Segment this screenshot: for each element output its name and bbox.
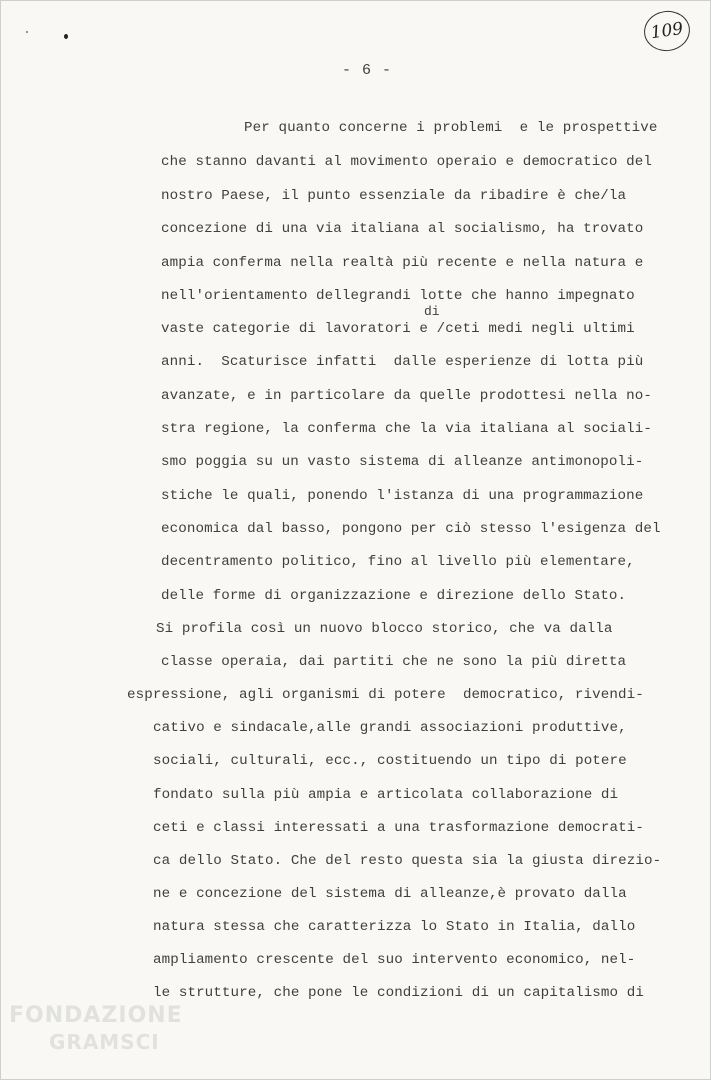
- text-line: anni. Scaturisce infatti dalle esperienze di lotta più: [161, 354, 644, 370]
- ink-dot: [64, 34, 68, 39]
- text-line: ceti e classi interessati a una trasformazione democrati-: [153, 820, 644, 836]
- page-number: - 6 -: [342, 62, 393, 79]
- text-line: sociali, culturali, ecc., costituendo un tipo di potere: [153, 753, 627, 769]
- watermark-line-2: GRAMSCI: [49, 1030, 160, 1054]
- watermark-line-1: FONDAZIONE: [9, 1003, 183, 1028]
- text-line: ampia conferma nella realtà più recente e nella natura e: [161, 255, 644, 271]
- text-line: classe operaia, dai partiti che ne sono la più diretta: [161, 654, 627, 670]
- text-line: fondato sulla più ampia e articolata collaborazione di: [153, 787, 619, 803]
- text-line: le strutture, che pone le condizioni di un capitalismo di: [153, 985, 644, 1001]
- text-line: avanzate, e in particolare da quelle prodottesi nella no-: [161, 388, 652, 404]
- text-line: decentramento politico, fino al livello più elementare,: [161, 554, 635, 570]
- handwritten-insertion: di: [424, 304, 440, 319]
- text-line: delle forme di organizzazione e direzione dello Stato.: [161, 588, 627, 604]
- text-line: economica dal basso, pongono per ciò stesso l'esigenza del: [161, 521, 661, 537]
- text-line: che stanno davanti al movimento operaio e democratico del: [161, 154, 652, 170]
- text-line: ampliamento crescente del suo intervento economico, nel-: [153, 952, 636, 968]
- ink-speck: [26, 31, 28, 33]
- text-line: cativo e sindacale,alle grandi associazioni produttive,: [153, 720, 627, 736]
- text-line: ne e concezione del sistema di alleanze,è provato dalla: [153, 886, 627, 902]
- text-line: nell'orientamento dellegrandi lotte che hanno impegnato: [161, 288, 635, 304]
- text-line: concezione di una via italiana al socialismo, ha trovato: [161, 221, 644, 237]
- text-line: espressione, agli organismi di potere democratico, rivendi-: [127, 687, 644, 703]
- text-line: vaste categorie di lavoratori e /ceti medi negli ultimi: [161, 321, 635, 337]
- text-line: ca dello Stato. Che del resto questa sia la giusta direzio-: [153, 853, 662, 869]
- folio-number-stamp: 109: [641, 8, 692, 54]
- text-line: Si profila così un nuovo blocco storico, che va dalla: [156, 621, 613, 637]
- text-line: smo poggia su un vasto sistema di alleanze antimonopoli-: [161, 454, 644, 470]
- text-line: stra regione, la conferma che la via italiana al sociali-: [161, 421, 652, 437]
- archive-watermark: [9, 1003, 183, 1055]
- text-line: stiche le quali, ponendo l'istanza di una programmazione: [161, 488, 644, 504]
- text-line: natura stessa che caratterizza lo Stato in Italia, dallo: [153, 919, 636, 935]
- text-line: Per quanto concerne i problemi e le prospettive: [244, 120, 658, 136]
- text-line: nostro Paese, il punto essenziale da ribadire è che/la: [161, 188, 627, 204]
